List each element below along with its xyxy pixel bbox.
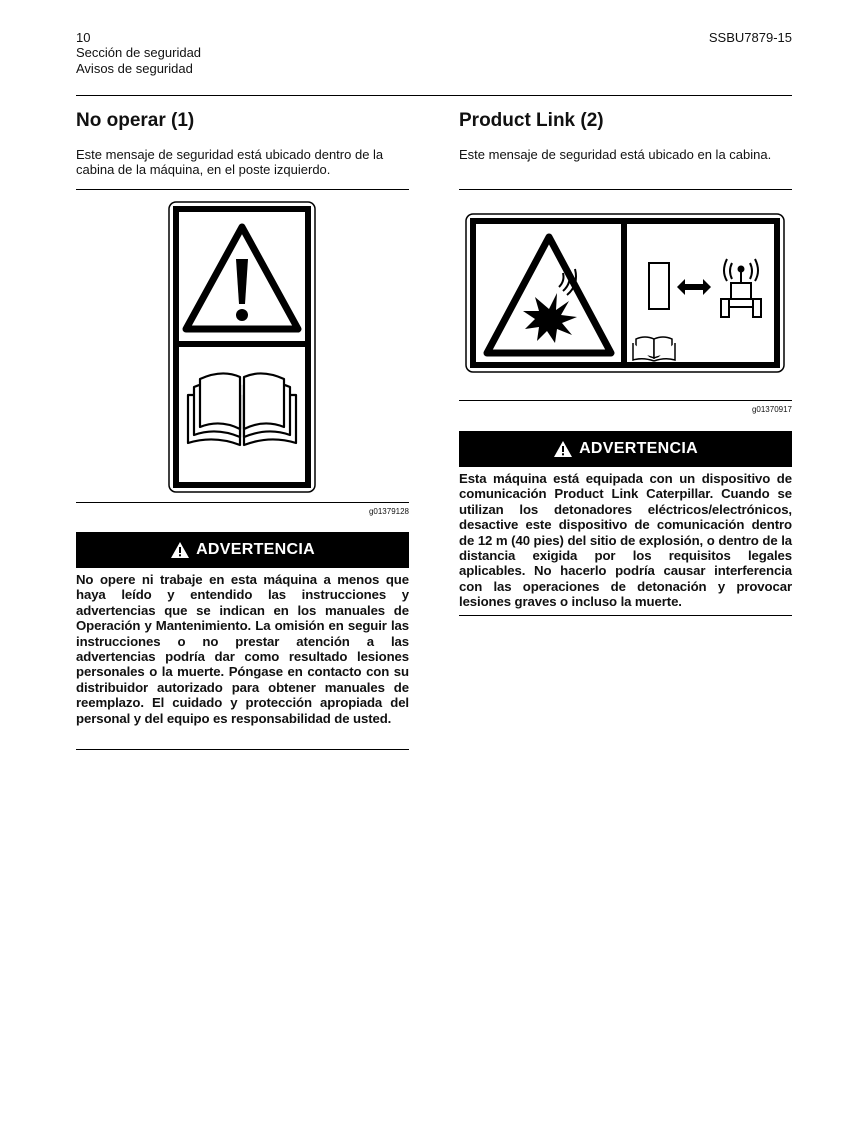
left-intro: Este mensaje de seguridad está ubicado dentro de la cabina de la máquina, en el poste izquierdo.: [76, 147, 384, 177]
subsection-label: Avisos de seguridad: [76, 61, 193, 76]
no-operate-safety-decal: [168, 201, 316, 493]
header-rule: [76, 95, 792, 96]
safety-decal-graphic: [465, 213, 785, 373]
document-id: SSBU7879-15: [708, 30, 792, 45]
warning-triangle-icon: [170, 541, 190, 559]
right-warning-bottom-rule: [459, 615, 792, 616]
right-warning-label: ADVERTENCIA: [579, 440, 698, 457]
right-figure-top-rule: [459, 189, 792, 190]
right-figure-bottom-rule: [459, 400, 792, 401]
right-warning-banner: [459, 431, 792, 467]
left-figure-id: g01379128: [368, 507, 409, 516]
right-figure-id: g01370917: [751, 405, 792, 414]
left-figure-top-rule: [76, 189, 409, 190]
section-label: Sección de seguridad: [76, 45, 202, 60]
right-warning-text: Esta máquina está equipada con un dispositivo de comunicación Product Link Caterpillar. Cuando se utilizan los detonadores eléctricos/electrónicos, desactive este dispositivo de comunicación dentro de 12 m (40 pies) del sitio de explosión, o dentro de la distancia exigida por los requisitos legales aplicables. No hacerlo podría causar interferencia con las operaciones de detonación y provocar lesiones graves o incluso la muerte.: [459, 471, 792, 610]
safety-decal-graphic: [168, 201, 316, 493]
right-title: Product Link (2): [459, 110, 604, 131]
left-figure-bottom-rule: [76, 502, 409, 503]
manual-book-icon: [633, 337, 675, 361]
left-warning-banner: [76, 532, 409, 568]
page-number: 10: [76, 30, 91, 45]
warning-triangle-icon: [553, 440, 573, 458]
product-link-safety-decal: [465, 213, 785, 373]
left-warning-text: No opere ni trabaje en esta máquina a menos que haya leído y entendido las instrucciones y advertencias que se indican en los manuales de Operación y Mantenimiento. La omisión en seguir las instrucciones o no prestar atención a las advertencias podría dar como resultado lesiones personales o la muerte. Póngase en contacto con su distribuidor autorizado para obtener manuales de reemplazo. El cuidado y protección apropiada del personal y del equipo es responsabilidad de usted.: [76, 572, 409, 726]
left-warning-bottom-rule: [76, 749, 409, 750]
left-warning-label: ADVERTENCIA: [196, 541, 315, 558]
right-intro: Este mensaje de seguridad está ubicado en la cabina.: [459, 147, 772, 162]
left-title: No operar (1): [76, 110, 195, 131]
